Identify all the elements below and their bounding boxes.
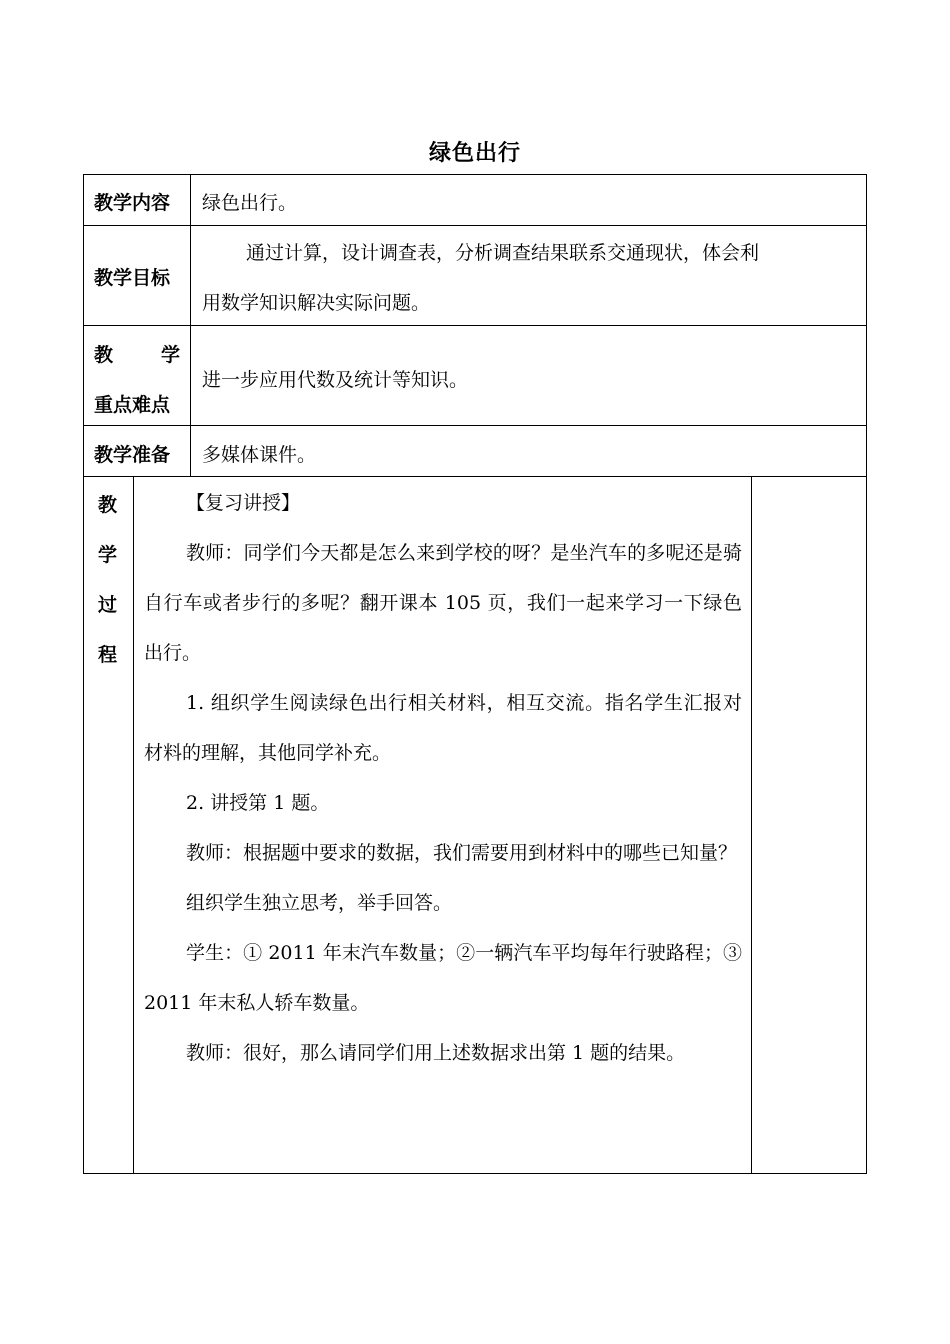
process-paragraph: 教师：同学们今天都是怎么来到学校的呀？是坐汽车的多呢还是骑自行车或者步行的多呢？翻开课本 105 页，我们一起来学习一下绿色出行。 <box>144 542 742 664</box>
page-title: 绿色出行 <box>428 141 521 166</box>
process-label-char: 教 <box>98 494 118 516</box>
table-border-right <box>866 174 867 1174</box>
key-value: 进一步应用代数及统计等知识。 <box>202 369 469 391</box>
process-paragraph: 教师：很好，那么请同学们用上述数据求出第 1 题的结果。 <box>186 1042 686 1064</box>
process-paragraph: 1. 组织学生阅读绿色出行相关材料，相互交流。指名学生汇报对材料的理解，其他同学补充。 <box>144 692 742 764</box>
content-value: 绿色出行。 <box>202 192 298 214</box>
goal-label: 教学目标 <box>94 267 171 289</box>
column-divider <box>133 476 134 1174</box>
process-label-char: 程 <box>98 644 118 666</box>
process-paragraph: 教师：根据题中要求的数据，我们需要用到材料中的哪些已知量？ <box>186 842 738 864</box>
key-label-top-right: 学 <box>161 344 181 366</box>
column-divider <box>751 476 752 1174</box>
row-divider <box>83 476 867 477</box>
key-label-top-left: 教 <box>94 344 114 366</box>
process-label-char: 学 <box>98 544 118 566</box>
lesson-plan-table <box>83 174 867 1174</box>
process-label-char: 过 <box>98 594 118 616</box>
row-divider <box>83 425 867 426</box>
prep-value: 多媒体课件。 <box>202 444 317 466</box>
content-label: 教学内容 <box>94 192 171 214</box>
column-divider <box>190 174 191 476</box>
prep-label: 教学准备 <box>94 444 171 466</box>
key-label-bottom: 重点难点 <box>94 394 171 416</box>
table-border-top <box>83 174 867 175</box>
process-paragraph: 2. 讲授第 1 题。 <box>186 792 330 814</box>
goal-line-2: 用数学知识解决实际问题。 <box>202 292 431 314</box>
row-divider <box>83 325 867 326</box>
goal-line-1: 通过计算，设计调查表，分析调查结果联系交通现状，体会利 <box>246 242 760 264</box>
process-heading: 【复习讲授】 <box>186 492 301 514</box>
table-border-left <box>83 174 84 1174</box>
row-divider <box>83 225 867 226</box>
process-paragraph: 组织学生独立思考，举手回答。 <box>186 892 453 914</box>
process-body <box>144 478 742 1078</box>
table-border-bottom <box>83 1173 867 1174</box>
process-paragraph: 学生：① 2011 年末汽车数量；②一辆汽车平均每年行驶路程；③ 2011 年末私人轿车数量。 <box>144 942 742 1014</box>
